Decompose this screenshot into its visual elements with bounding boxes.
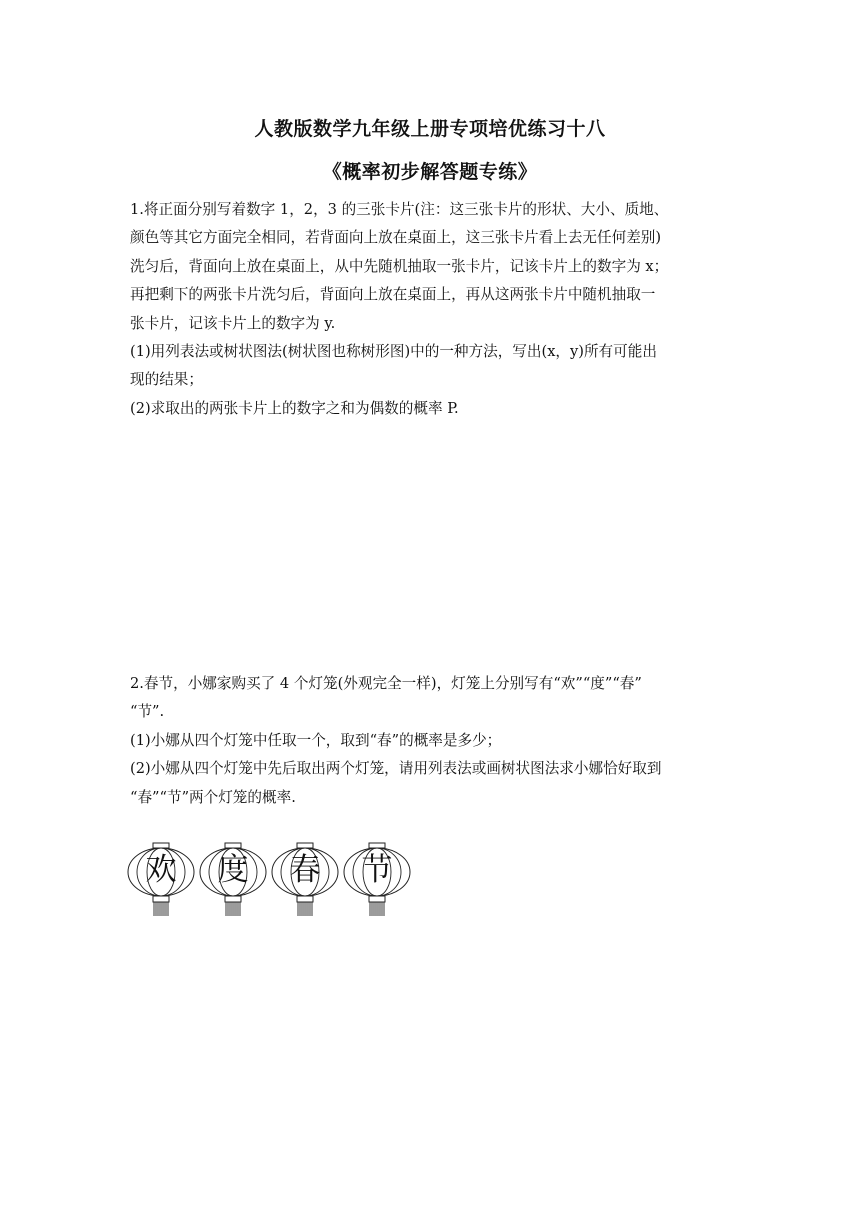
question-2-part-1: (1)小娜从四个灯笼中任取一个，取到“春”的概率是多少；	[130, 731, 502, 749]
lantern-icon	[342, 842, 412, 920]
lantern-character: 度	[217, 852, 249, 888]
lantern-icon	[270, 842, 340, 920]
question-1-part-2: (2)求取出的两张卡片上的数字之和为偶数的概率 P.	[130, 399, 459, 417]
worksheet-title: 人教版数学九年级上册专项培优练习十八	[254, 118, 606, 140]
question-1-line: 张卡片，记该卡片上的数字为 y.	[130, 314, 336, 332]
question-1-line: 再把剩下的两张卡片洗匀后，背面向上放在桌面上，再从这两张卡片中随机抽取一	[130, 286, 656, 304]
lantern-character: 节	[361, 852, 393, 888]
question-1	[130, 196, 760, 423]
question-1-part-1: (1)用列表法或树状图法(树状图也称树形图)中的一种方法，写出(x，y)所有可能出	[130, 343, 657, 361]
question-2-line: “节”.	[130, 703, 165, 721]
question-1-line: 1.将正面分别写着数字 1，2，3 的三张卡片(注：这三张卡片的形状、大小、质地、	[130, 201, 669, 218]
question-2-part-2: (2)小娜从四个灯笼中先后取出两个灯笼，请用列表法或画树状图法求小娜恰好取到	[130, 760, 662, 778]
lantern-character: 欢	[145, 852, 177, 888]
lantern-icon	[198, 842, 268, 920]
question-1-part-1-cont: 现的结果；	[130, 371, 203, 389]
lantern-figure	[126, 842, 416, 922]
question-1-line: 颜色等其它方面完全相同，若背面向上放在桌面上，这三张卡片看上去无任何差别)	[130, 229, 662, 247]
question-1-line: 洗匀后，背面向上放在桌面上，从中先随机抽取一张卡片，记该卡片上的数字为 x；	[130, 257, 669, 275]
question-2	[130, 670, 760, 812]
lantern-icon	[126, 842, 196, 920]
question-2-part-2-cont: “春”“节”两个灯笼的概率.	[130, 788, 296, 806]
question-2-line: 2.春节，小娜家购买了 4 个灯笼(外观完全一样)，灯笼上分别写有“欢”“度”“春”	[130, 675, 642, 692]
worksheet-subtitle: 《概率初步解答题专练》	[322, 161, 538, 183]
lantern-character: 春	[289, 852, 321, 888]
